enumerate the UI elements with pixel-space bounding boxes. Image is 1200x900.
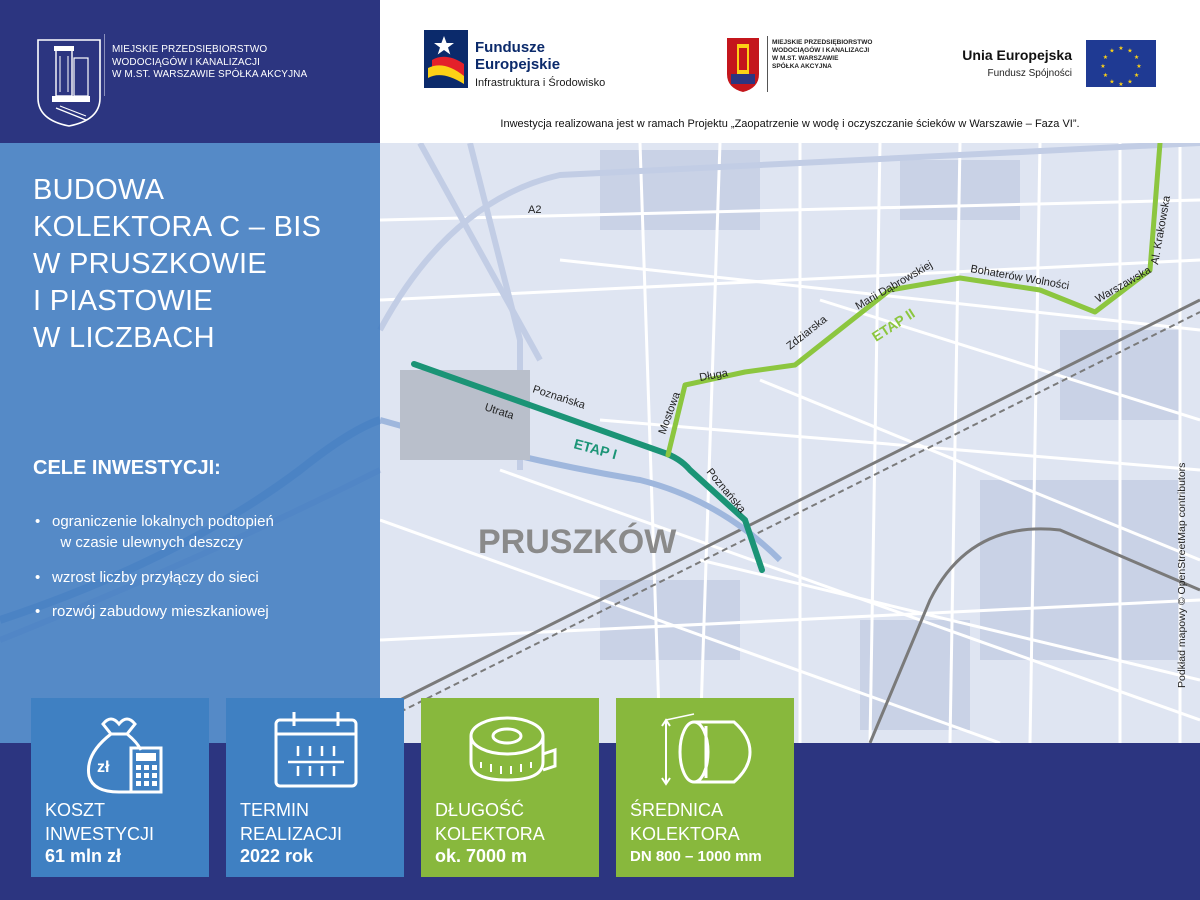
stat-label (435, 798, 545, 846)
stat-label (630, 798, 740, 846)
title-line: I PIASTOWIE (33, 285, 214, 317)
stat-label-line: KOLEKTORA (435, 824, 545, 844)
bullet-icon: • (35, 513, 41, 530)
stat-value: 2022 rok (240, 846, 314, 866)
stat-box-cost (31, 698, 209, 877)
european-funds-logo-icon (424, 30, 468, 88)
svg-text:★: ★ (1136, 63, 1142, 70)
svg-text:★: ★ (1127, 78, 1133, 86)
map-label-utrata: Utrata (483, 401, 516, 423)
title-line: BUDOWA (33, 174, 165, 206)
mpwik-name (112, 44, 307, 82)
svg-text:★: ★ (1100, 63, 1106, 70)
mini-name-line: W M.ST. WARSZAWIE (772, 55, 839, 62)
logo-divider (104, 34, 105, 96)
goal-text: rozwój zabudowy mieszkaniowej (52, 603, 269, 620)
eu-flag-icon (1086, 40, 1156, 87)
european-funds-subtitle: Infrastruktura i Środowisko (475, 77, 606, 89)
svg-text:★: ★ (1118, 81, 1124, 87)
title-line: KOLEKTORA C – BIS (33, 211, 322, 243)
map-label-warszawska: Warszawska (1093, 264, 1154, 306)
money-bag-calculator-icon (71, 706, 171, 796)
stat-label (45, 798, 154, 846)
map-label-poznanska-1: Poznańska (531, 383, 587, 412)
stat-value: 61 mln zł (45, 846, 122, 866)
mpwik-name-line: W M.ST. WARSZAWIE SPÓŁKA AKCYJNA (112, 69, 308, 80)
title-line: W LICZBACH (33, 322, 215, 354)
eu-title: Unia Europejska (962, 47, 1072, 63)
svg-text:★: ★ (1133, 54, 1140, 61)
european-funds-title-line: Fundusze (475, 39, 545, 56)
stat-label-line: REALIZACJI (240, 824, 343, 844)
stat-box-diameter (616, 698, 794, 877)
stat-label-line: ŚREDNICA (630, 800, 724, 820)
eu-subtitle: Fundusz Spójności (987, 68, 1072, 79)
stat-label (240, 798, 342, 846)
stat-box-length (421, 698, 599, 877)
svg-text:★: ★ (1133, 72, 1140, 79)
map-label-marii-dabrowskiej: Marii Dąbrowskiej (853, 258, 935, 313)
goals-heading: CELE INWESTYCJI: (33, 457, 221, 479)
pipe-diameter-icon (656, 706, 756, 796)
map-label-etap-2: ETAP II (868, 305, 918, 345)
goal-text-continuation: w czasie ulewnych deszczy (52, 534, 243, 551)
map-label-poznanska-2: Poznańska (703, 466, 748, 516)
mpwik-color-logo-icon (725, 36, 761, 94)
map-label-al-krakowska: Al. Krakowska (1149, 194, 1174, 266)
stat-box-deadline (226, 698, 404, 877)
title-line: W PRUSZKOWIE (33, 248, 267, 280)
svg-text:★: ★ (1127, 47, 1133, 55)
currency-text: zł (97, 759, 110, 776)
goal-text: wzrost liczby przyłączy do sieci (52, 569, 259, 586)
mini-name-line: SPÓŁKA AKCYJNA (772, 63, 832, 70)
stat-label-line: INWESTYCJI (45, 824, 155, 844)
svg-text:★: ★ (1118, 45, 1124, 52)
map-label-etap-1: ETAP I (572, 435, 619, 463)
mini-name-line: WODOCIĄGÓW I KANALIZACJI (772, 47, 870, 54)
stat-label-line: KOLEKTORA (630, 824, 740, 844)
european-funds-title-line: Europejskie (475, 56, 561, 73)
mpwik-name-line: MIEJSKIE PRZEDSIĘBIORSTWO (112, 44, 268, 55)
goal-text: ograniczenie lokalnych podtopień (52, 513, 274, 530)
stat-label-line: DŁUGOŚĆ (435, 800, 525, 820)
page-title (33, 172, 321, 357)
mpwik-name-line: WODOCIĄGÓW I KANALIZACJI (112, 56, 260, 68)
svg-text:★: ★ (1102, 54, 1109, 61)
map-label-mostowa: Mostowa (656, 390, 683, 437)
svg-text:★: ★ (1102, 72, 1109, 79)
mini-logo-divider (767, 36, 768, 92)
mini-name-line: MIEJSKIE PRZEDSIĘBIORSTWO (772, 39, 873, 46)
mpwik-tower-logo-icon (34, 36, 104, 128)
stat-label-line: TERMIN (240, 800, 309, 820)
stat-label-line: KOSZT (45, 800, 106, 820)
svg-text:★: ★ (1109, 47, 1115, 55)
tape-measure-icon (461, 706, 561, 796)
stat-value: ok. 7000 m (435, 846, 528, 866)
stat-value: DN 800 – 1000 mm (630, 848, 762, 865)
svg-text:★: ★ (1109, 78, 1115, 86)
map-city-label: PRUSZKÓW (478, 523, 677, 561)
mpwik-mini-name (772, 39, 872, 71)
project-description: Inwestycja realizowana jest w ramach Projektu „Zaopatrzenie w wodę i oczyszczanie ścieków w Warszawie – Faza VI”. (500, 118, 1080, 130)
map-label-zdziarska: Zdziarska (784, 313, 830, 353)
map-label-dluga: Długa (698, 367, 729, 384)
european-funds-title (475, 39, 560, 73)
map-label-bohaterow-wolnosci: Bohaterów Wolności (969, 263, 1071, 293)
bullet-icon: • (35, 603, 41, 620)
calendar-icon (266, 706, 366, 796)
map-label-a2: A2 (528, 204, 542, 216)
map-credit: Podkład mapowy © OpenStreetMap contributors (1176, 462, 1188, 688)
bullet-icon: • (35, 569, 41, 586)
